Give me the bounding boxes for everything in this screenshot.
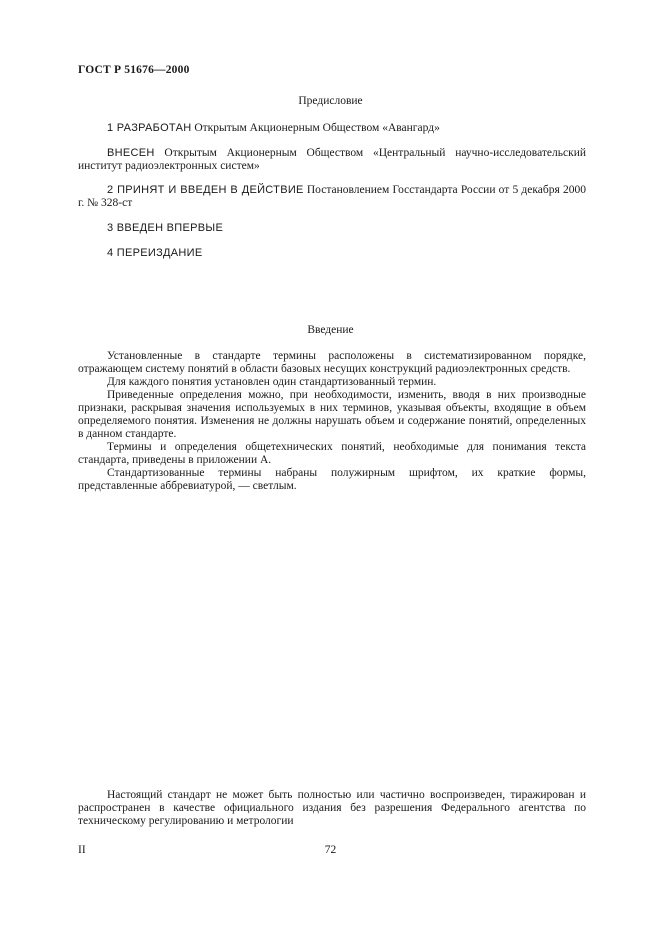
copyright-notice: Настоящий стандарт не может быть полностью или частично воспроизведен, тиражирован и распространен в качестве официального издания без разрешения Федерального агентства по техническому регулированию и метрологии [78,789,586,827]
foreword-item-2 [78,184,586,210]
page-number: 72 [324,844,337,856]
foreword-item-4: 4 ПЕРЕИЗДАНИЕ [107,247,203,259]
introduction-title: Введение [307,324,354,336]
foreword-item-1-lead: 1 РАЗРАБОТАН [107,122,192,134]
foreword-item-1 [78,122,586,135]
document-code: ГОСТ Р 51676—2000 [78,64,190,76]
intro-paragraph: Установленные в стандарте термины расположены в систематизированном порядке, отражающем систему понятий в области базовых несущих конструкций радиоэлектронных средств. [78,350,586,375]
foreword-item-2-text: Постановлением Госстандарта России от 5 декабря 2000 г. № 328-ст [78,184,586,209]
introduction-body [78,350,586,493]
foreword-item-1b [78,147,586,173]
intro-paragraph: Для каждого понятия установлен один стандартизованный термин. [107,376,437,388]
roman-page-number: II [78,844,86,856]
intro-paragraph: Приведенные определения можно, при необходимости, изменить, вводя в них производные признаки, раскрывая значения используемых в них терминов, указывая объекты, входящие в объем определяемого понятия. Изменения не должны нарушать объем и содержание понятий, определенных в данном стандарте. [78,389,586,440]
foreword-item-1b-lead: ВНЕСЕН [107,147,155,159]
foreword-item-3: 3 ВВЕДЕН ВПЕРВЫЕ [107,222,224,234]
foreword-title: Предисловие [298,95,363,107]
intro-paragraph: Стандартизованные термины набраны полужирным шрифтом, их краткие формы, представленные аббревиатурой, — светлым. [78,467,586,492]
foreword-item-2-lead: 2 ПРИНЯТ И ВВЕДЕН В ДЕЙСТВИЕ [107,184,304,196]
foreword-item-1-text: Открытым Акционерным Обществом «Авангард» [191,122,440,134]
intro-paragraph: Термины и определения общетехнических понятий, необходимые для понимания текста стандарта, приведены в приложении А. [78,441,586,466]
foreword-item-1b-text: Открытым Акционерным Обществом «Центральный научно-исследовательский институт радиоэлектронных систем» [78,147,586,172]
